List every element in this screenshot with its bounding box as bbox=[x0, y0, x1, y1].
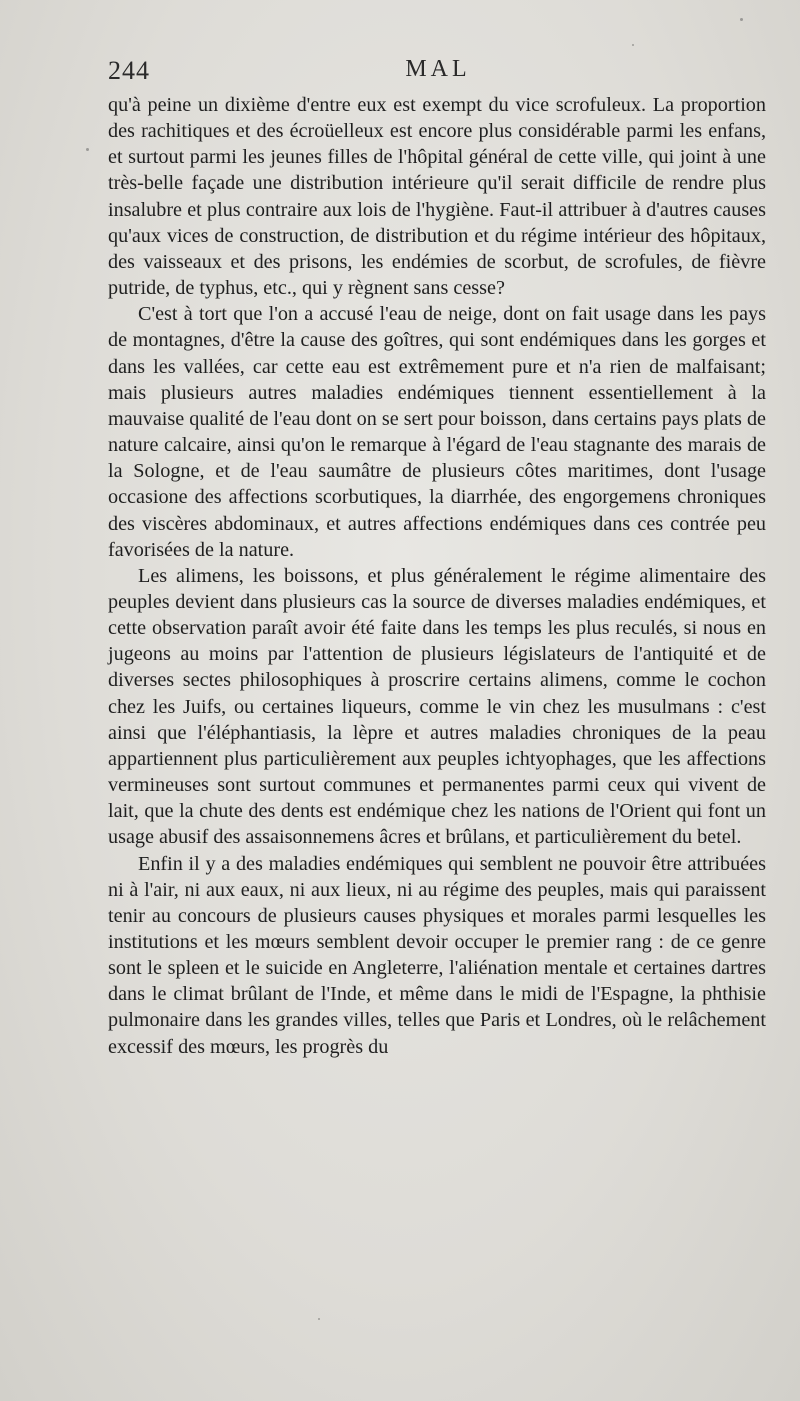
ink-speck bbox=[86, 148, 89, 151]
ink-speck bbox=[318, 1318, 320, 1320]
running-head: MAL bbox=[405, 56, 471, 82]
body-text bbox=[108, 92, 766, 1060]
ink-speck bbox=[740, 18, 743, 21]
paragraph-1: qu'à peine un dixième d'entre eux est exempt du vice scrofuleux. La proportion des rachitiques et des écroüelleux est encore plus considérable parmi les enfans, et surtout parmi les jeunes filles de l'hôpital général de cette ville, qui joint à une très-belle façade une distribution intérieure qu'il serait difficile de rendre plus insalubre et plus contraire aux lois de l'hygiène. Faut-il attribuer à d'autres causes qu'aux vices de construction, de distribution et du régime intérieur des hôpitaux, des vaisseaux et des prisons, les endémies de scorbut, de scrofules, de fièvre putride, de typhus, etc., qui y règnent sans cesse? bbox=[108, 94, 766, 300]
paragraph-2: C'est à tort que l'on a accusé l'eau de neige, dont on fait usage dans les pays de montagnes, d'être la cause des goîtres, qui sont endémiques dans les gorges et dans les vallées, car cette eau est extrêmement pure et n'a rien de malfaisant; mais plusieurs autres maladies endémiques tiennent essentiellement à la mauvaise qualité de l'eau dont on se sert pour boisson, dans certains pays plats de nature calcaire, ainsi qu'on le remarque à l'égard de l'eau stagnante des marais de la Sologne, et de l'eau saumâtre de plusieurs côtes maritimes, dont l'usage occasione des affections scorbutiques, la diarrhée, des engorgemens chroniques des viscères abdominaux, et autres affections endémiques dans ces contrée peu favorisées de la nature. bbox=[108, 303, 766, 561]
paragraph-4: Enfin il y a des maladies endémiques qui semblent ne pouvoir être attribuées ni à l'air, ni aux eaux, ni aux lieux, ni au régime des peuples, mais qui paraissent tenir au concours de plusieurs causes physiques et morales parmi lesquelles les institutions et les mœurs semblent devoir occuper le premier rang : de ce genre sont le spleen et le suicide en Angleterre, l'aliénation mentale et certaines dartres dans le climat brûlant de l'Inde, et même dans le midi de l'Espagne, la phthisie pulmonaire dans les grandes villes, telles que Paris et Londres, où le relâchement excessif des mœurs, les progrès du bbox=[108, 852, 766, 1058]
paragraph-3: Les alimens, les boissons, et plus généralement le régime alimentaire des peuples devient dans plusieurs cas la source de diverses maladies endémiques, et cette observation paraît avoir été faite dans les temps les plus reculés, si nous en jugeons au moins par l'attention de plusieurs législateurs de l'antiquité et de diverses sectes philosophiques à proscrire certains alimens, comme le cochon chez les Juifs, ou certaines liqueurs, comme le vin chez les musulmans : c'est ainsi que l'éléphantiasis, la lèpre et autres maladies chroniques de la peau appartiennent plus particulièrement aux peuples ichtyophages, que les affections vermineuses sont surtout communes et permanentes parmi ceux qui vivent de lait, que la chute des dents est endémique chez les nations de l'Orient qui font un usage abusif des assaisonnemens âcres et brûlans, et particulièrement du betel. bbox=[108, 564, 766, 849]
page-header bbox=[108, 56, 768, 90]
page-number: 244 bbox=[108, 56, 150, 85]
ink-speck bbox=[632, 44, 634, 46]
